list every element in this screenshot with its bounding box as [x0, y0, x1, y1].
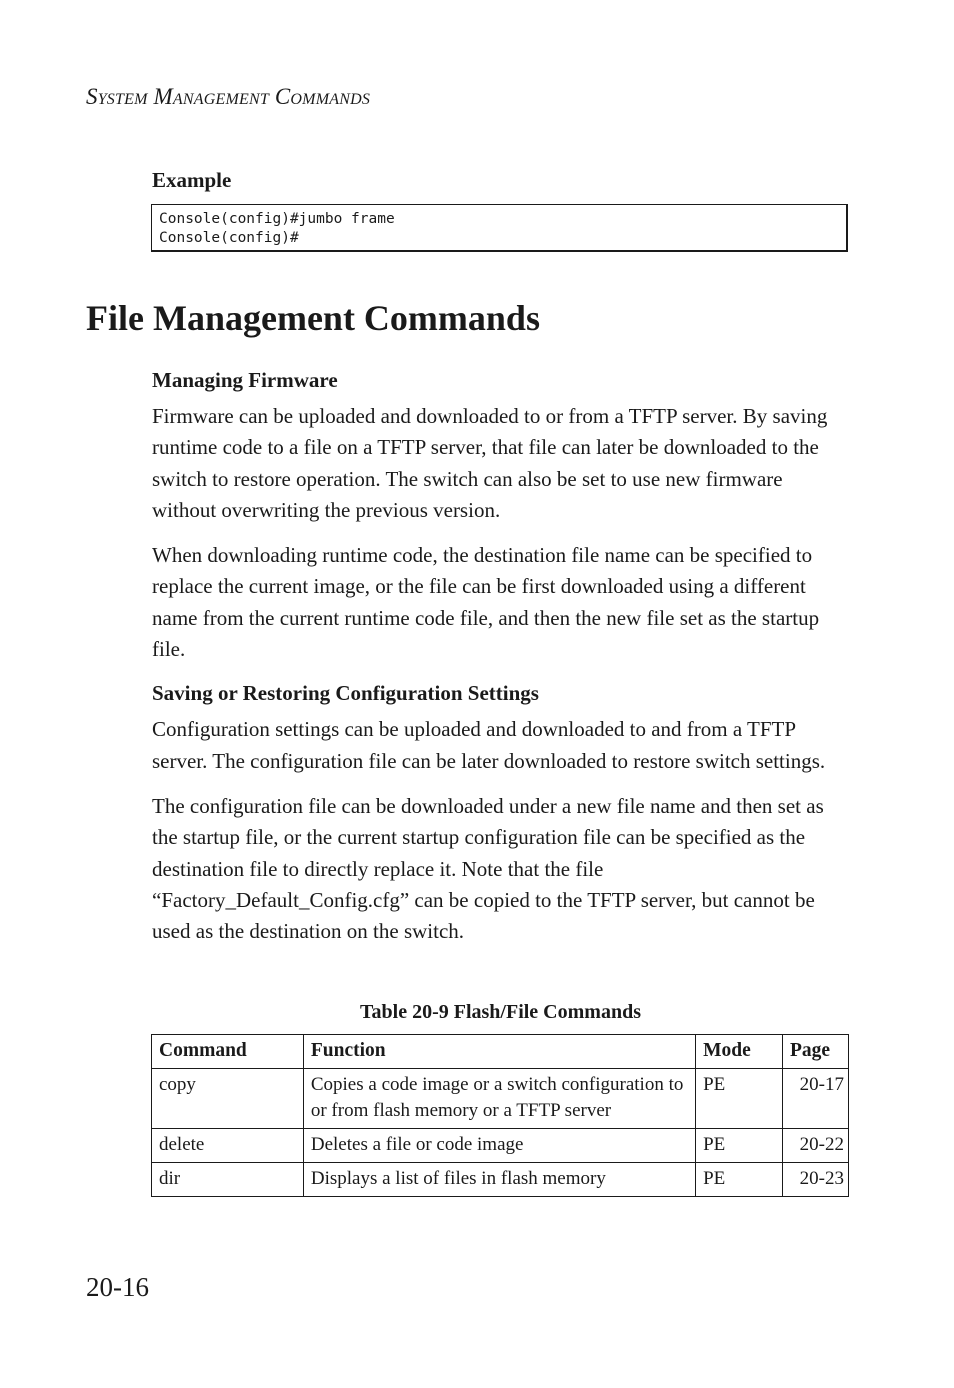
paragraph: The configuration file can be downloaded under a new file name and then set as the startup file, or the current startup configuration file can be specified as the destination file to directly replace it. Note that the file “Factory_Default_Config.cfg” can be copied to the TFTP server, but cannot be used as the destination on the switch.: [152, 793, 824, 944]
paragraph: Configuration settings can be uploaded and downloaded to and from a TFTP server. The configuration file can be later downloaded to restore switch settings.: [152, 717, 826, 773]
cell-function: Copies a code image or a switch configuration to or from flash memory or a TFTP server: [303, 1069, 695, 1129]
example-label: Example: [152, 168, 232, 192]
cell-page: 20-22: [783, 1129, 849, 1163]
section-body: [152, 366, 848, 961]
paragraph: When downloading runtime code, the destination file name can be specified to replace the current image, or the file can be first downloaded using a different name from the current runtime code file, and then the new file set as the startup file.: [152, 543, 820, 662]
column-header-mode: Mode: [696, 1035, 783, 1069]
cell-function: Displays a list of files in flash memory: [303, 1163, 695, 1197]
flash-file-commands-table: [151, 1034, 849, 1197]
section-title: File Management Commands: [86, 298, 540, 338]
table-row: [152, 1163, 849, 1197]
code-line: Console(config)#jumbo frame: [159, 211, 395, 227]
subheading-managing-firmware: Managing Firmware: [152, 368, 338, 392]
code-example-box: [151, 204, 848, 252]
table-caption: Table 20-9 Flash/File Commands: [360, 1001, 641, 1023]
cell-page: 20-23: [783, 1163, 849, 1197]
page-number: 20-16: [86, 1272, 149, 1302]
column-header-page: Page: [783, 1035, 849, 1069]
cell-function: Deletes a file or code image: [303, 1129, 695, 1163]
cell-command: dir: [152, 1163, 304, 1197]
running-header: System Management Commands: [86, 84, 371, 109]
subheading-saving-restoring-config: Saving or Restoring Configuration Settings: [152, 681, 539, 706]
cell-mode: PE: [696, 1129, 783, 1163]
cell-mode: PE: [696, 1069, 783, 1129]
column-header-function: Function: [303, 1035, 695, 1069]
cell-command: delete: [152, 1129, 304, 1163]
cell-page: 20-17: [783, 1069, 849, 1129]
cell-command: copy: [152, 1069, 304, 1129]
paragraph: Firmware can be uploaded and downloaded to or from a TFTP server. By saving runtime code to a file on a TFTP server, that file can later be downloaded to the switch to restore operation. The switch can also be set to use new firmware without overwriting the previous version.: [152, 404, 828, 522]
cell-mode: PE: [696, 1163, 783, 1197]
code-line: Console(config)#: [159, 230, 299, 246]
table-header-row: [152, 1035, 849, 1069]
table-row: [152, 1129, 849, 1163]
column-header-command: Command: [152, 1035, 304, 1069]
table-row: [152, 1069, 849, 1129]
